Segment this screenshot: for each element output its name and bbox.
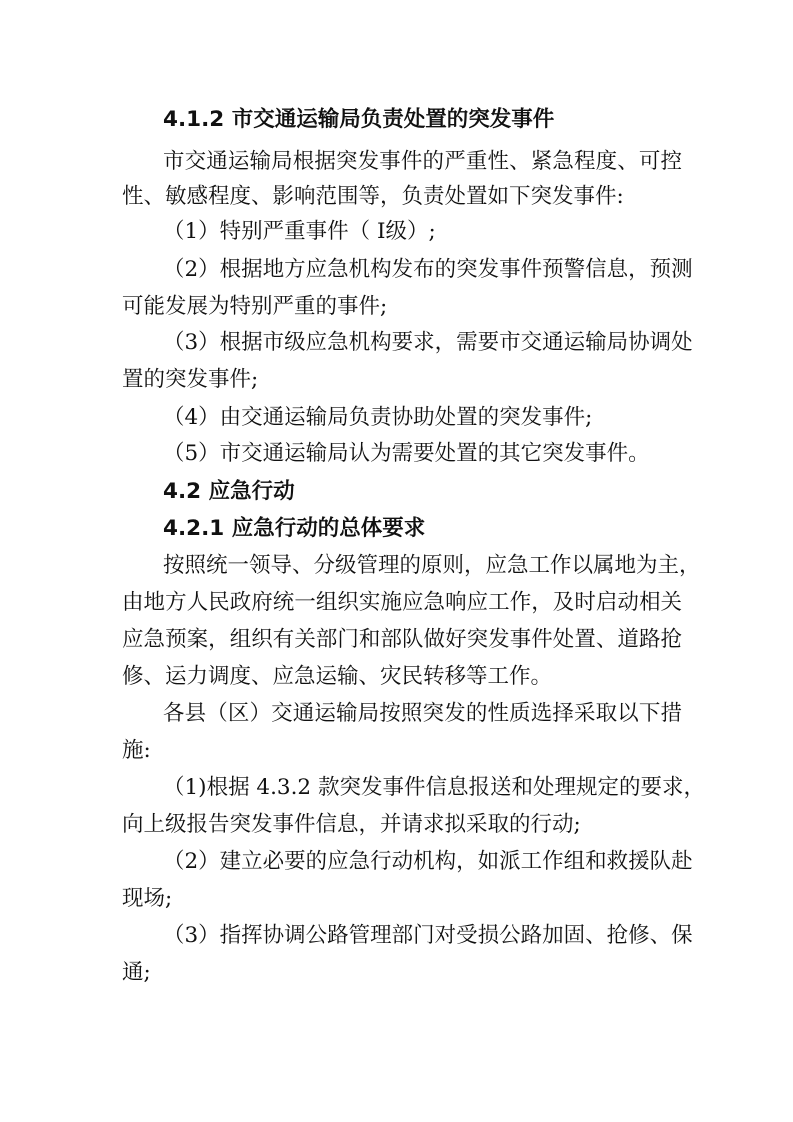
paragraph-line: 施: — [122, 738, 151, 763]
paragraph-line: 各县（区）交通运输局按照突发的性质选择采取以下措 — [163, 701, 682, 726]
list-item: （2）根据地方应急机构发布的突发事件预警信息，预测 — [163, 257, 693, 282]
list-item-continuation: 现场; — [122, 886, 173, 911]
list-item-continuation: 置的突发事件; — [122, 367, 259, 392]
list-item-continuation: 可能发展为特别严重的事件; — [122, 294, 388, 319]
section-heading-4-2-1: 4.2.1 应急行动的总体要求 — [163, 516, 426, 541]
list-item: （2）建立必要的应急行动机构，如派工作组和救援队赴 — [163, 849, 693, 874]
list-item: （4）由交通运输局负责协助处置的突发事件; — [163, 405, 593, 430]
list-item: （1)根据 4.3.2 款突发事件信息报送和处理规定的要求， — [163, 775, 705, 800]
section-heading-4-2: 4.2 应急行动 — [163, 479, 295, 504]
paragraph-line: 应急预案，组织有关部门和部队做好突发事件处置、道路抢 — [122, 627, 682, 652]
list-item: （5）市交通运输局认为需要处置的其它突发事件。 — [163, 441, 650, 466]
paragraph-line: 性、敏感程度、影响范围等，负责处置如下突发事件: — [122, 184, 624, 209]
list-item-continuation: 通; — [122, 960, 151, 985]
paragraph-line: 市交通运输局根据突发事件的严重性、紧急程度、可控 — [163, 149, 682, 174]
list-item: （3）根据市级应急机构要求，需要市交通运输局协调处 — [163, 330, 693, 355]
list-item: （1）特别严重事件（ Ⅰ级）; — [163, 219, 436, 244]
section-heading-4-1-2: 4.1.2 市交通运输局负责处置的突发事件 — [163, 107, 555, 132]
paragraph-line: 按照统一领导、分级管理的原则，应急工作以属地为主， — [163, 553, 701, 578]
list-item: （3）指挥协调公路管理部门对受损公路加固、抢修、保 — [163, 923, 693, 948]
paragraph-line: 由地方人民政府统一组织实施应急响应工作，及时启动相关 — [122, 590, 682, 615]
paragraph-line: 修、运力调度、应急运输、灾民转移等工作。 — [122, 664, 553, 689]
list-item-continuation: 向上级报告突发事件信息，并请求拟采取的行动; — [122, 812, 581, 837]
